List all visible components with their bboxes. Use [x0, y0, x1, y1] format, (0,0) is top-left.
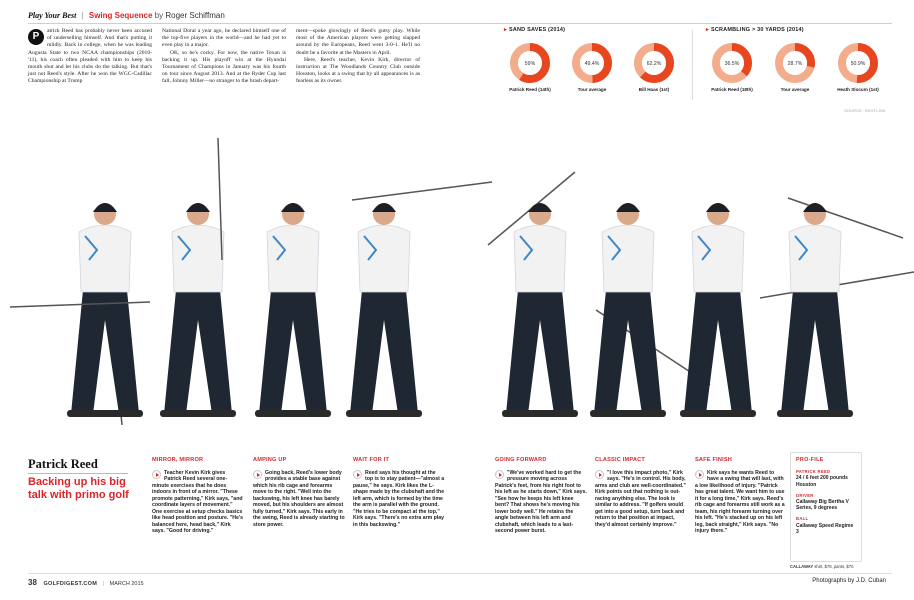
- play-icon[interactable]: [695, 470, 704, 479]
- article-paragraph: ment—spoke glowingly of Reed's gutsy play. While most of the American players were getting slapped around by the Europeans, Reed went 3-0-1. He'll no doubt be a favorite at the Masters in April.: [296, 28, 420, 56]
- step-text: Kirk says he wants Reed to have a swing that will last, with a low likelihood of injury. "Patrick has great talent. We want him to use it for a long time," Kirk says. Reed's rib cage and forearms still work as a team, his right forearm turning over his left. "He's stacked up on his left leg, back straight," Kirk says. "No injury there.": [695, 469, 785, 534]
- donut-chart: [769, 42, 821, 92]
- donut-svg: [711, 42, 753, 84]
- donut-svg: [509, 42, 551, 84]
- player-name: Patrick Reed: [28, 457, 98, 471]
- golfer-legs: [259, 290, 327, 414]
- issue-date: MARCH 2015: [109, 581, 144, 587]
- scrambling-title: SCRAMBLING > 30 YARDS (2014): [710, 27, 804, 33]
- step-text: "I love this impact photo," Kirk says. "He's in control. His body, arms and club are well-coordinated." Kirk points out that nothing is out-racing anything else. The look is similar to address. "If golfers would get into a good setup, turn back and return to that position at impact, they'd almost certainly improve.": [595, 469, 686, 528]
- donut-value: 59%: [524, 61, 536, 67]
- step-title: MIRROR, MIRROR: [152, 457, 204, 463]
- step-text: Going back, Reed's lower body provides a stable base against which his rib cage and forearms move to the right. "Well into the backswing, his left knee has barely moved, but his shoulders are almost fully turned," Kirk says. This early in the swing, Reed is already starting to store power.: [253, 469, 345, 528]
- step-forward: [495, 457, 587, 535]
- driver-value: Callaway Big Bertha V Series, 9 degrees: [796, 499, 849, 512]
- donut-svg: [571, 42, 613, 84]
- golfer-cap: [93, 203, 117, 212]
- player-label: PATRICK REED: [796, 469, 831, 475]
- pro-file-box: [790, 452, 862, 562]
- sand-saves-panel: [504, 27, 680, 92]
- golfer-shirt: [267, 225, 319, 292]
- step-mirror: [152, 457, 244, 535]
- golfer-legs: [71, 290, 139, 414]
- golfer-shirt: [79, 225, 131, 292]
- donut-value: 28.7%: [787, 61, 803, 67]
- triangle-icon: ▸: [504, 27, 507, 33]
- donut-value: 50.9%: [850, 61, 866, 67]
- golfer-legs: [506, 290, 574, 414]
- golfer-cap: [186, 203, 210, 212]
- photo-credit: Photographs by J.D. Cuban: [812, 578, 886, 584]
- donut-chart: [504, 42, 556, 92]
- golfer-shoes: [777, 410, 853, 417]
- golfer-legs: [164, 290, 232, 414]
- donut-svg: [837, 42, 879, 84]
- golfer-cap: [372, 203, 396, 212]
- article-column-1: [28, 28, 152, 86]
- golfer-cap: [281, 203, 305, 212]
- play-icon[interactable]: [152, 470, 161, 479]
- step-wait: [353, 457, 445, 528]
- play-icon[interactable]: [353, 470, 362, 479]
- golfer-legs: [684, 290, 752, 414]
- donut-label: Patrick Reed (18th): [711, 87, 753, 92]
- golfer-legs: [781, 290, 849, 414]
- golfer-cap: [528, 203, 552, 212]
- top-rule: [28, 23, 892, 24]
- golf-club: [352, 182, 492, 200]
- article-column-3: [296, 28, 420, 86]
- gear-text: shirt, $78, pants, $70: [814, 564, 854, 569]
- article-paragraph: Here, Reed's teacher, Kevin Kirk, director of instruction at The Woodlands Country Club outside Houston, looks at a swing that by all appearances is as fearless as its owner.: [296, 56, 420, 85]
- section-header: [28, 11, 225, 20]
- golfer-figure: [218, 138, 331, 417]
- golfer-shoes: [346, 410, 422, 417]
- donut-label: Tour average: [780, 87, 810, 92]
- article-paragraph: OK, so he's cocky. For now, the native Texan is backing it up. His playoff win at the Hyundai Tournament of Champions in January was his fourth on tour since August 2013. And at the Ryder Cup last fall, Johnny Miller—no stranger to the brash depart-: [162, 49, 286, 85]
- triangle-icon: ▸: [706, 27, 709, 33]
- step-impact: [595, 457, 687, 528]
- page-number: 38: [28, 578, 37, 587]
- donut-value: 62.2%: [646, 61, 662, 67]
- gear-credit: [790, 564, 853, 569]
- footer-separator: |: [102, 581, 105, 587]
- byline-prefix: by: [154, 11, 164, 20]
- step-amping: [253, 457, 345, 528]
- donut-chart: [832, 42, 884, 92]
- play-icon[interactable]: [595, 470, 604, 479]
- step-title: GOING FORWARD: [495, 457, 547, 463]
- golfer-legs: [594, 290, 662, 414]
- golfer-cap: [706, 203, 730, 212]
- article-paragraph: atrick Reed has probably never been accused of underselling himself. And that's putting it mildly. Back in college, when he was leading Augusta State to two NCAA championships (2010-'11), his coach often pleaded with him to keep his mouth shut and let his clubs do the talking. But that's just not Reed's style. After he won the WGC-Cadillac Championship at Trump: [28, 28, 152, 85]
- donut-value: 49.4%: [584, 61, 600, 67]
- section-name: Play Your Best: [28, 11, 77, 20]
- name-rule: [28, 473, 128, 474]
- stats-source: SOURCE: SHOTLINK: [844, 109, 886, 113]
- magazine-site: GOLFDIGEST.COM: [43, 581, 98, 587]
- swing-sequence-photo: [0, 120, 914, 440]
- step-title: WAIT FOR IT: [353, 457, 390, 463]
- ball-value: Callaway Speed Regime 3: [796, 522, 854, 535]
- play-icon[interactable]: [253, 470, 262, 479]
- golfer-shirt: [358, 225, 410, 292]
- drop-cap: P: [28, 29, 44, 45]
- golfer-shoes: [67, 410, 143, 417]
- stats-title: [706, 27, 884, 33]
- pro-file-title: PRO-FILE: [796, 457, 824, 463]
- donut-chart: [566, 42, 618, 92]
- step-title: CLASSIC IMPACT: [595, 457, 645, 463]
- donut-chart: [706, 42, 758, 92]
- step-title: SAFE FINISH: [695, 457, 733, 463]
- golfer-shirt: [789, 225, 841, 292]
- golfer-shirt: [602, 225, 654, 292]
- header-separator: |: [81, 11, 84, 20]
- step-title: AMPING UP: [253, 457, 287, 463]
- step-text: Teacher Kevin Kirk gives Patrick Reed several one-minute exercises that he does indoors in front of a mirror. "These promote patterning," Kirk says, "and coordinate layers of movement." One exercise at setup checks basics like head position and posture. "He's balanced here, head back," Kirk says. "Good for driving.": [152, 469, 244, 534]
- donut-row: [706, 42, 884, 92]
- golfer-shoes: [160, 410, 236, 417]
- donut-label: Tour average: [577, 87, 607, 92]
- donut-row: [504, 42, 680, 92]
- golfer-figure: [67, 203, 143, 425]
- stats-title: [504, 27, 680, 33]
- gear-brand: CALLAWAY: [790, 564, 814, 569]
- driver-label: DRIVER: [796, 492, 814, 498]
- donut-svg: [633, 42, 675, 84]
- golf-club: [10, 302, 150, 307]
- golfer-shoes: [502, 410, 578, 417]
- step-text: Reed says his thought at the top is to stay patient—"almost a pause," he says. Kirk likes the L-shape made by the clubshaft and the left arm, which is formed by the time the arm is parallel with the ground. "He tries to be compact at the top," Kirk says. "There's no extra arm play in this backswing.": [353, 469, 445, 528]
- sand-saves-title: SAND SAVES (2014): [508, 27, 566, 33]
- golfer-shoes: [590, 410, 666, 417]
- feature-name: Swing Sequence: [88, 11, 153, 20]
- golfer-shirt: [514, 225, 566, 292]
- page-footer: [28, 578, 144, 587]
- step-finish: [695, 457, 787, 535]
- donut-label: Heath Slocum (1st): [837, 87, 879, 92]
- stats-divider: [692, 30, 693, 100]
- donut-value: 36.5%: [724, 61, 740, 67]
- headline: Backing up his big talk with primo golf: [28, 476, 129, 501]
- scrambling-panel: [706, 27, 884, 92]
- play-icon[interactable]: [495, 470, 504, 479]
- golfer-shirt: [692, 225, 744, 292]
- golfer-legs: [350, 290, 418, 414]
- golfer-figure: [777, 198, 903, 417]
- golfer-shoes: [255, 410, 331, 417]
- article-column-2: [162, 28, 286, 86]
- golfer-figure: [346, 182, 492, 417]
- article-paragraph: National Doral a year ago, he declared himself one of the top-five players in the world—and he had yet to even play in a major.: [162, 28, 286, 49]
- golfer-cap: [616, 203, 640, 212]
- bottom-rule: [28, 573, 892, 574]
- donut-svg: [774, 42, 816, 84]
- ball-label: BALL: [796, 516, 809, 522]
- donut-chart: [628, 42, 680, 92]
- player-value: 24 / 6 feet 200 pounds Houston: [796, 475, 848, 488]
- donut-label: Patrick Reed (14th): [509, 87, 551, 92]
- golfer-figure: [488, 172, 578, 417]
- author-name: Roger Schiffman: [165, 11, 225, 20]
- golfer-shoes: [680, 410, 756, 417]
- step-text: "We've worked hard to get the pressure moving across Patrick's feet, from his right foot to his left as he starts down," Kirk says. "See how he keeps his left knee bent? That shows he's moving his lower body well." He retains the angle between his left arm and clubshaft, which leads to a last-second power burst.: [495, 469, 587, 534]
- golfer-shirt: [172, 225, 224, 292]
- donut-label: Bill Haas (1st): [638, 87, 670, 92]
